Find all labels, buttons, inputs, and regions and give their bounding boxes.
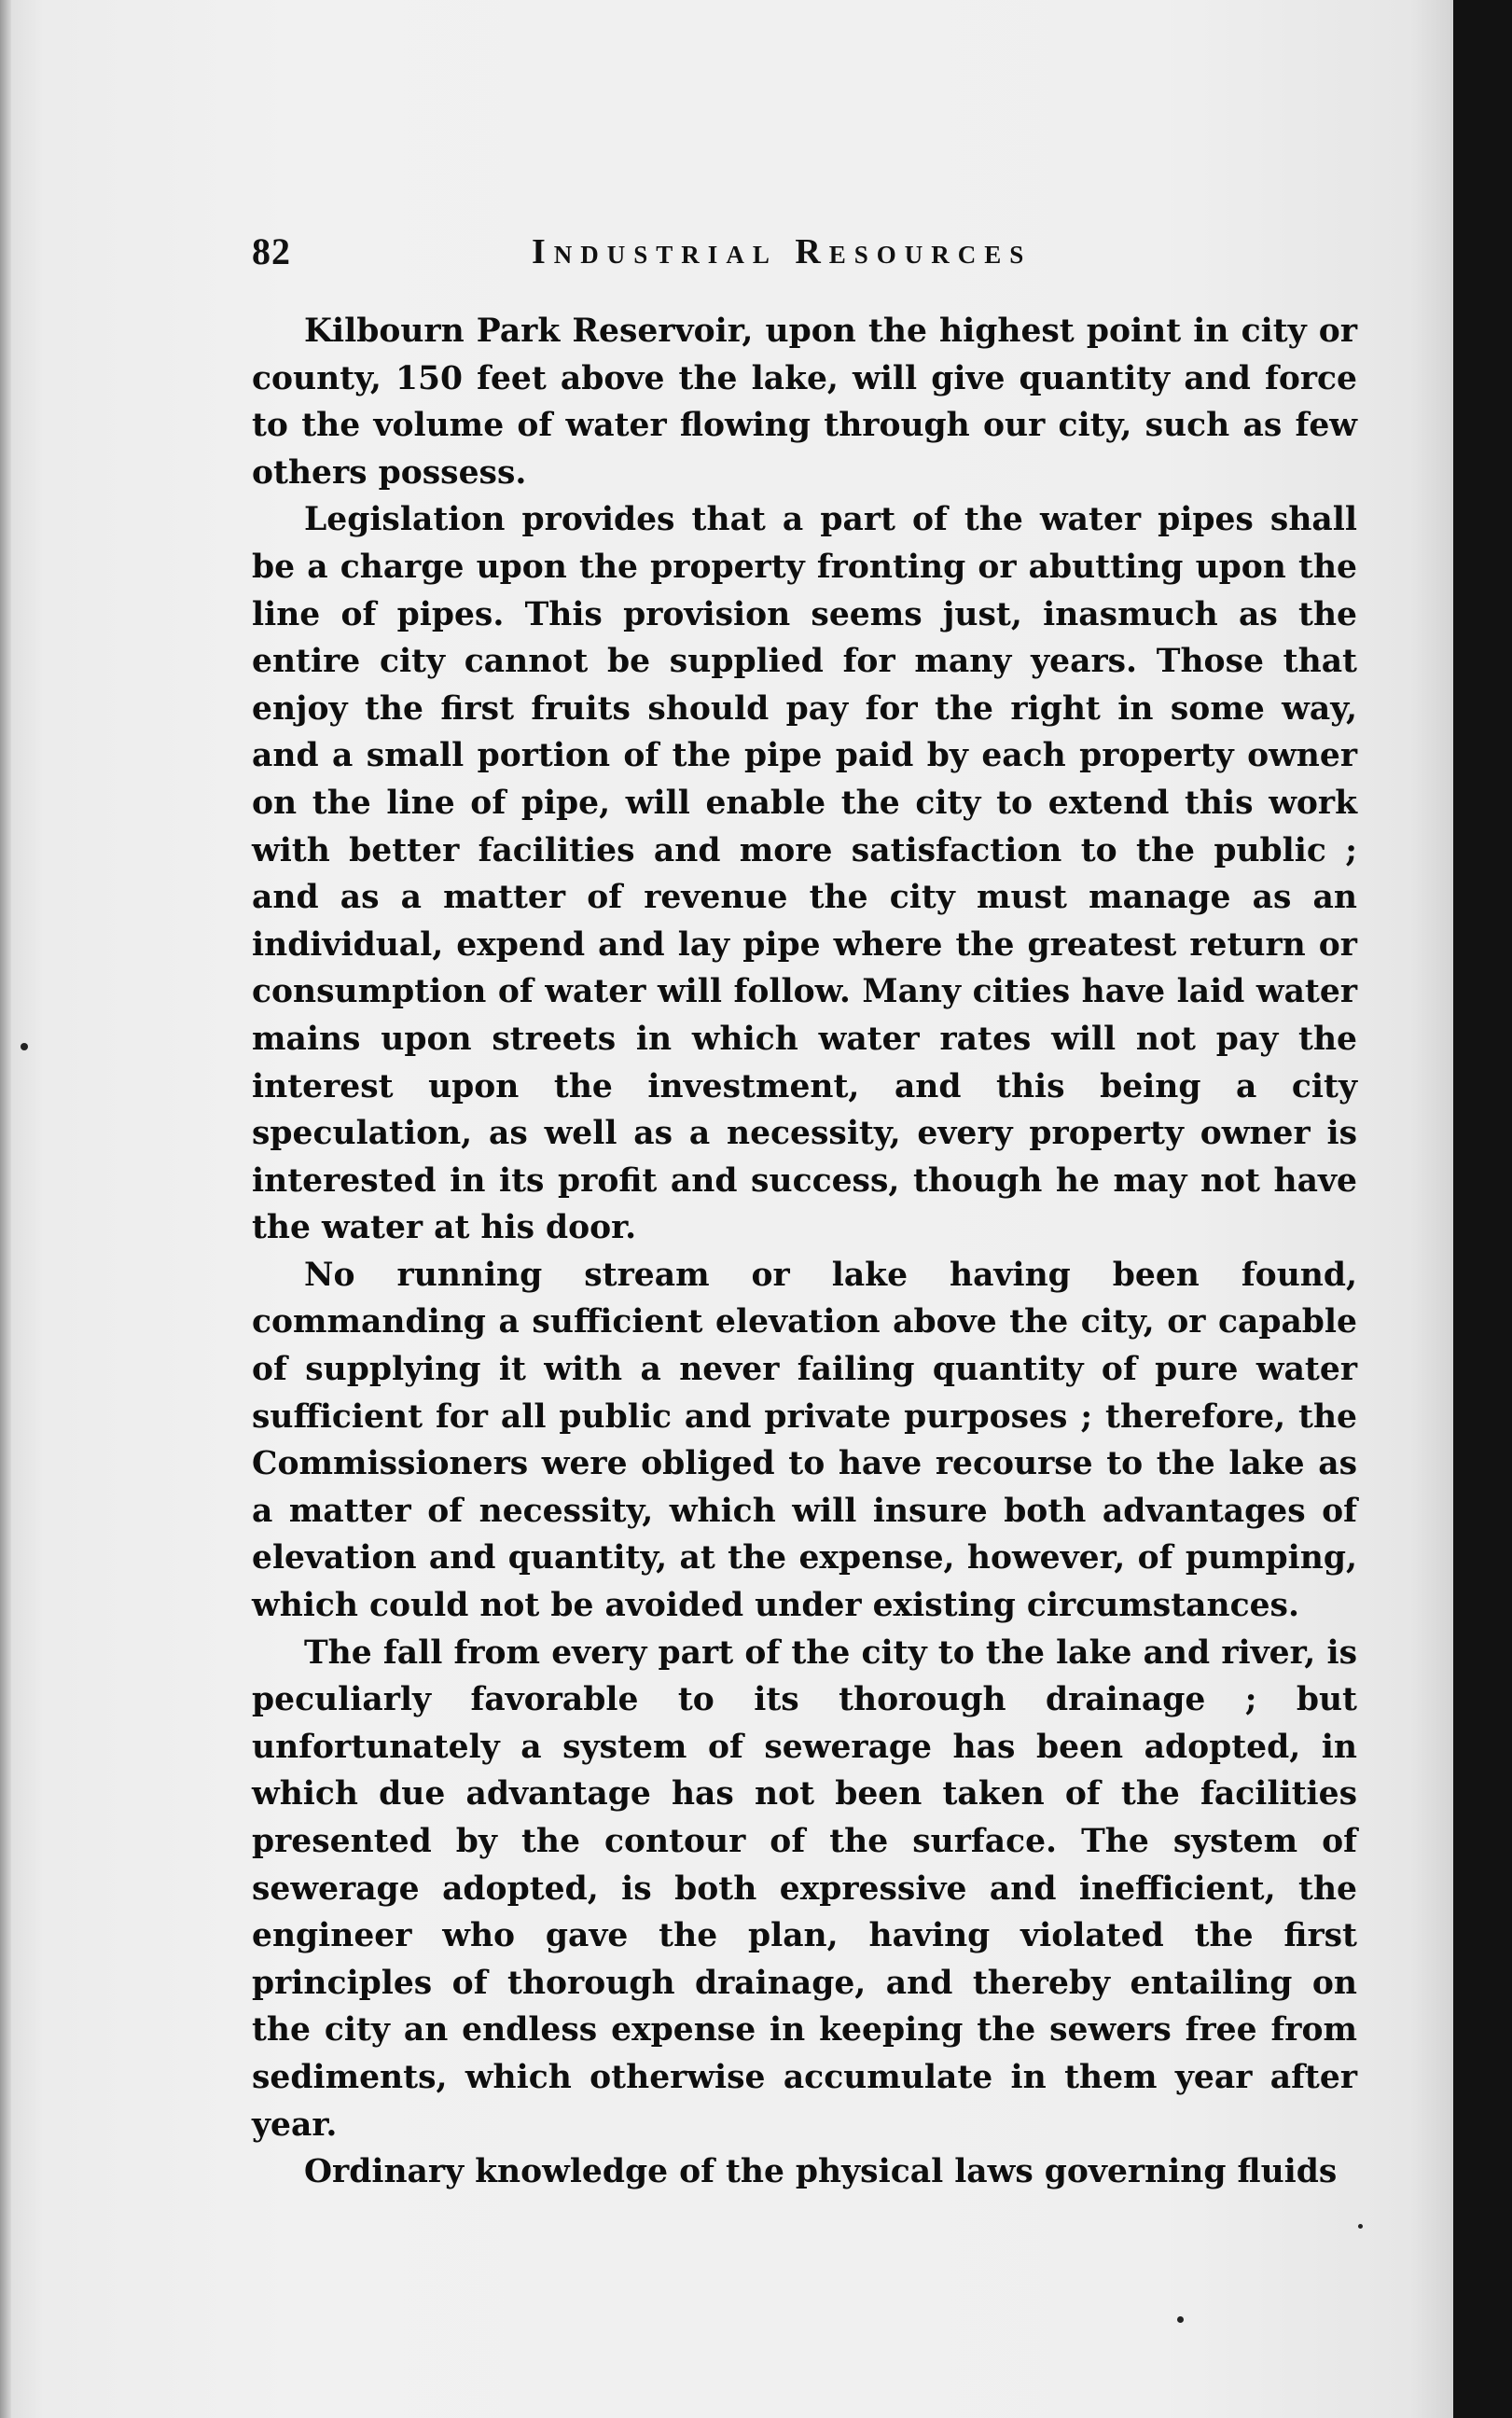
- paragraph-4: The fall from every part of the city to the lake and river, is peculiarly favorable to its thorough drainage ; but unfortunately a system of sewerage has been adopted, in which due advantage has not been taken of the facilities presented by the contour of the surface. The system of sewerage adopted, is both expressive and inefficient, the engineer who gave the plan, having violated the first principles of thorough drainage, and thereby entailing on the city an endless expense in keeping the sewers free from sediments, which otherwise accumulate in them year after year.: [252, 1633, 1357, 2144]
- scan-background: [1453, 0, 1512, 2418]
- paragraph-5: Ordinary knowledge of the physical laws governing fluids: [304, 2153, 1338, 2191]
- scan-speck: [1177, 2316, 1184, 2323]
- paragraph-1: Kilbourn Park Reservoir, upon the highest point in city or county, 150 feet above the lake, will give quantity and force to the volume of water flowing through our city, such as few others possess.: [252, 313, 1357, 492]
- body-text: [252, 308, 1357, 2196]
- scan-speck: [21, 1043, 28, 1050]
- running-title: Industrial Resources: [532, 232, 1033, 271]
- paragraph-2: Legislation provides that a part of the water pipes shall be a charge upon the property fronting or abutting upon the line of pipes. This provision seems just, inasmuch as the entire city cannot be supplied for many years. Those that enjoy the first fruits should pay for the right in some way, and a small portion of the pipe paid by each property owner on the line of pipe, will enable the city to extend this work with better facilities and more satisfaction to the public ; and as a matter of revenue the city must manage as an individual, expend and lay pipe where the greatest return or consumption of water will follow. Many cities have laid water mains upon streets in which water rates will not pay the interest upon the investment, and this being a city speculation, as well as a necessity, every property owner is interested in its profit and success, though he may not have the water at his door.: [252, 501, 1357, 1247]
- scan-speck: [1358, 2224, 1363, 2229]
- paragraph-3: No running stream or lake having been found, commanding a sufficient elevation above the city, or capable of supplying it with a never failing quantity of pure water sufficient for all public and private purposes ; therefore, the Commissioners were obliged to have recourse to the lake as a matter of necessity, which will insure both advantages of elevation and quantity, at the expense, however, of pumping, which could not be avoided under existing circumstances.: [252, 1256, 1357, 1625]
- page-header: [252, 229, 1371, 285]
- page-gutter-edge: [0, 0, 11, 2418]
- page-number: 82: [252, 230, 291, 272]
